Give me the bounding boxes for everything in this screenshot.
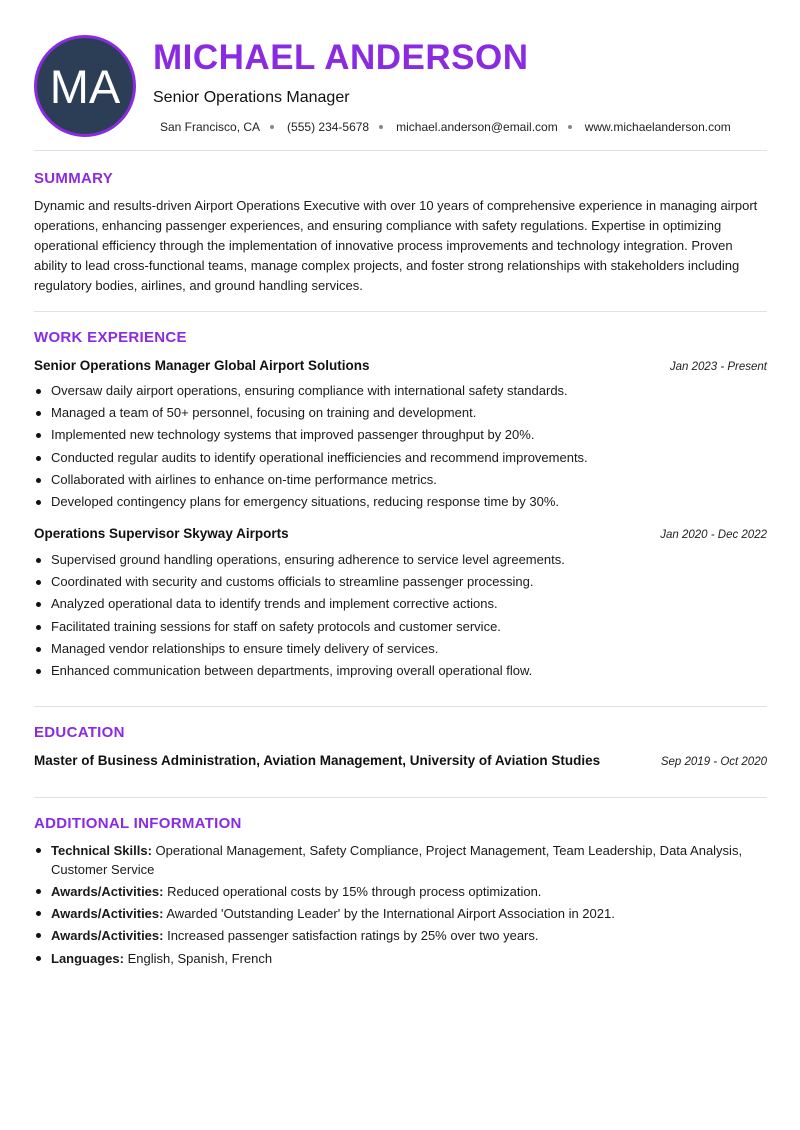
job-bullets: [34, 380, 767, 513]
additional-info-heading: ADDITIONAL INFORMATION: [34, 815, 242, 832]
item-label: Awards/Activities:: [51, 928, 164, 943]
section-divider: [34, 706, 767, 707]
candidate-name: MICHAEL ANDERSON: [153, 38, 529, 77]
item-label: Awards/Activities:: [51, 884, 164, 899]
job-role: Senior Operations Manager Global Airport Solutions: [34, 358, 370, 373]
list-item: Supervised ground handling operations, ensuring adherence to service level agreements.: [34, 549, 767, 571]
separator-dot: [270, 125, 274, 129]
summary-heading: SUMMARY: [34, 170, 114, 187]
contact-location: San Francisco, CA: [160, 120, 261, 134]
list-item: Analyzed operational data to identify trends and implement corrective actions.: [34, 593, 767, 615]
list-item: [34, 904, 767, 923]
item-text: Awarded 'Outstanding Leader' by the International Airport Association in 2021.: [163, 906, 615, 921]
section-divider: [34, 150, 767, 151]
list-item: Coordinated with security and customs officials to streamline passenger processing.: [34, 571, 767, 593]
item-text: Operational Management, Safety Compliance, Project Management, Team Leadership, Data Analysis, Customer Service: [51, 843, 743, 877]
contact-phone: (555) 234-5678: [287, 120, 370, 134]
job-dates: Jan 2020 - Dec 2022: [660, 529, 767, 541]
job-bullets: [34, 549, 767, 682]
contact-line: [160, 120, 731, 134]
item-text: Increased passenger satisfaction ratings by 25% over two years.: [163, 928, 539, 943]
item-label: Technical Skills:: [51, 843, 152, 858]
job-dates: Jan 2023 - Present: [669, 361, 767, 373]
job-header: [34, 526, 767, 541]
resume-header: [0, 0, 800, 150]
list-item: Developed contingency plans for emergency situations, reducing response time by 30%.: [34, 491, 767, 513]
item-text: Reduced operational costs by 15% through process optimization.: [163, 884, 542, 899]
list-item: Enhanced communication between departments, improving overall operational flow.: [34, 660, 767, 682]
list-item: [34, 949, 767, 968]
avatar: [34, 35, 136, 137]
candidate-title: Senior Operations Manager: [153, 89, 350, 106]
contact-website[interactable]: www.michaelanderson.com: [584, 120, 731, 134]
section-divider: [34, 797, 767, 798]
job-role: Operations Supervisor Skyway Airports: [34, 526, 289, 541]
list-item: [34, 841, 767, 879]
education-dates: Sep 2019 - Oct 2020: [660, 756, 767, 768]
list-item: Oversaw daily airport operations, ensuring compliance with international safety standards.: [34, 380, 767, 402]
item-label: Awards/Activities:: [51, 906, 164, 921]
degree: Master of Business Administration, Aviation Management, University of Aviation Studies: [34, 753, 601, 768]
avatar-initials: MA: [49, 59, 121, 113]
education-heading: EDUCATION: [34, 724, 125, 741]
section-divider: [34, 311, 767, 312]
list-item: Conducted regular audits to identify operational inefficiencies and recommend improvements.: [34, 447, 767, 469]
list-item: [34, 882, 767, 901]
list-item: Managed a team of 50+ personnel, focusing on training and development.: [34, 402, 767, 424]
list-item: Facilitated training sessions for staff on safety protocols and customer service.: [34, 616, 767, 638]
list-item: Collaborated with airlines to enhance on-time performance metrics.: [34, 469, 767, 491]
education-entry: [34, 753, 767, 768]
separator-dot: [379, 125, 383, 129]
list-item: Managed vendor relationships to ensure timely delivery of services.: [34, 638, 767, 660]
additional-info-list: [34, 841, 767, 971]
contact-email[interactable]: michael.anderson@email.com: [396, 120, 558, 134]
item-label: Languages:: [51, 951, 124, 966]
list-item: Implemented new technology systems that improved passenger throughput by 20%.: [34, 424, 767, 446]
list-item: [34, 926, 767, 945]
summary-text: Dynamic and results-driven Airport Operations Executive with over 10 years of comprehensive experience in managing airport operations, enhancing passenger experiences, and ensuring compliance with safety regulations. Expertise in optimizing operational efficiency through the implementation of innovative process improvements and technology integration. Proven ability to lead cross-functional teams, manage complex projects, and foster strong relationships with stakeholders including regulatory bodies, airlines, and ground handling services.: [34, 198, 758, 293]
job-header: [34, 358, 767, 373]
item-text: English, Spanish, French: [123, 951, 273, 966]
work-experience-heading: WORK EXPERIENCE: [34, 329, 187, 346]
separator-dot: [568, 125, 572, 129]
